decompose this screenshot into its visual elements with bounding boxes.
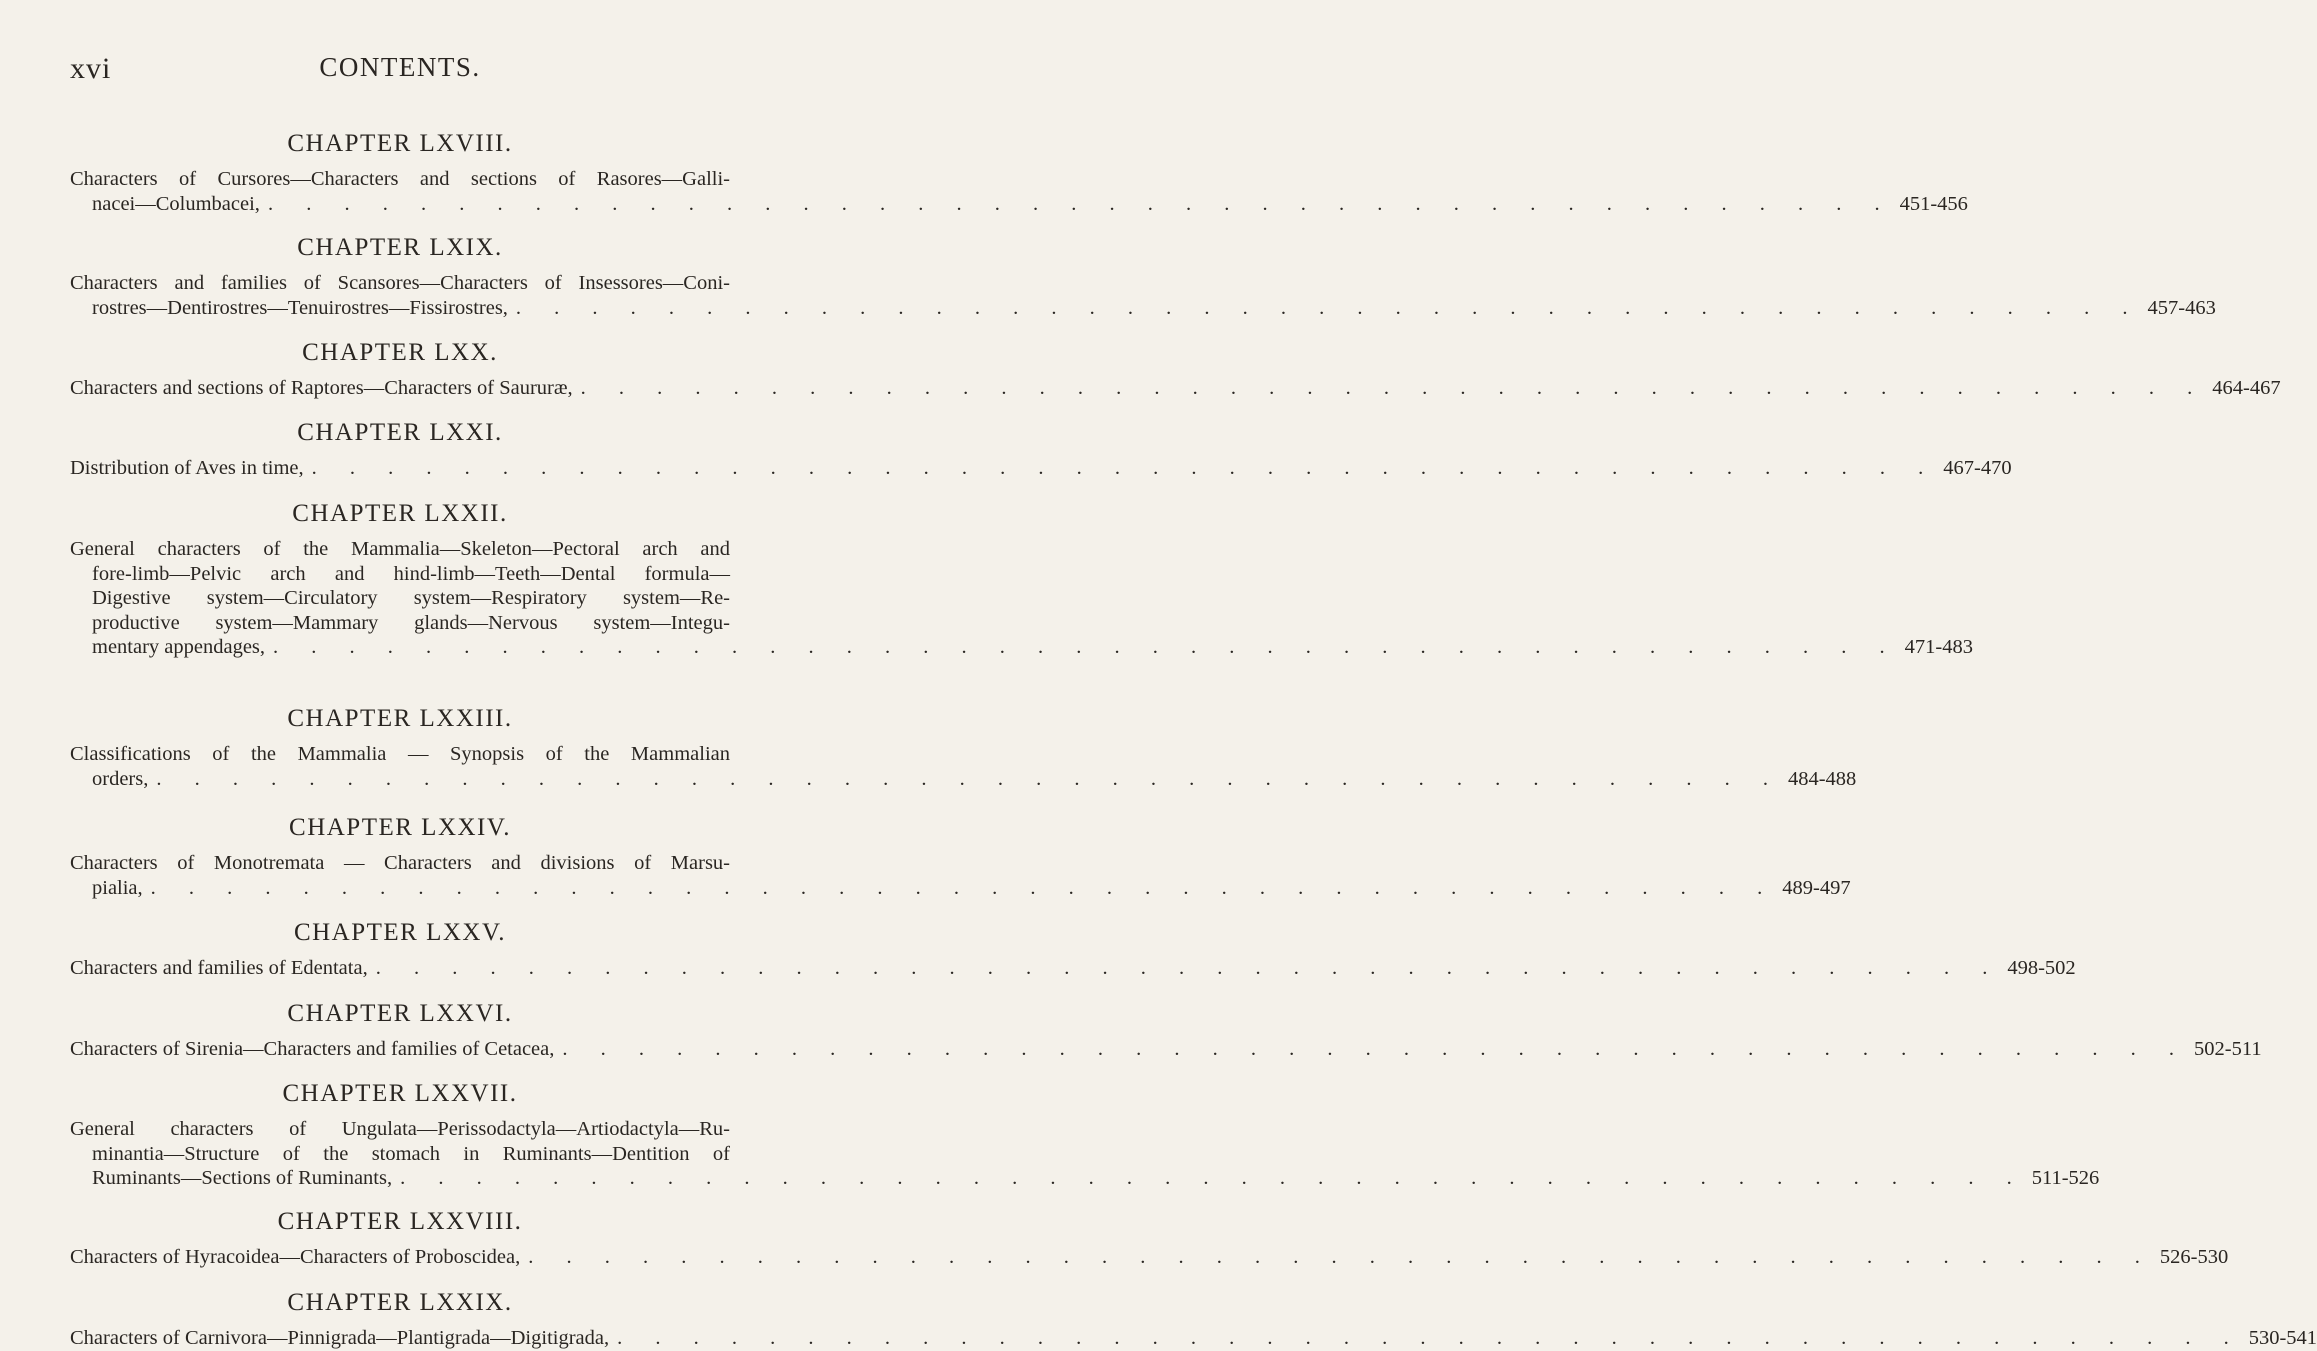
page-title: CONTENTS.	[319, 52, 481, 82]
chapter-entry	[70, 234, 2216, 320]
chapter-entry	[70, 919, 2076, 981]
chapter-entry-line	[70, 876, 1851, 901]
chapter-heading: CHAPTER LXXIII.	[287, 705, 513, 732]
page-range: 451-456	[1899, 192, 1968, 215]
chapter-summary-line: General characters of the Mammalia—Skeleton—Pectoral arch and	[70, 538, 730, 560]
chapter-summary-last-line: mentary appendages,	[92, 636, 266, 658]
chapter-summary-last-line: pialia,	[92, 876, 143, 899]
chapter-summary-last-line: nacei—Columbacei,	[92, 192, 260, 215]
chapter-entry	[70, 339, 2281, 401]
chapter-heading: CHAPTER LXXV.	[293, 919, 507, 946]
dot-leader: . . . . . . . . . . . . . . . . . . . . . . . . . . . . . . . . . . . . . . . . . . .	[156, 767, 1782, 790]
chapter-heading: CHAPTER LXXVI.	[287, 1000, 513, 1027]
chapter-summary-line: minantia—Structure of the stomach in Ruminants—Dentition of	[92, 1142, 730, 1165]
chapter-summary-last-line: Characters and sections of Raptores—Characters of Saururæ,	[70, 377, 573, 399]
chapter-entry	[70, 130, 1968, 216]
chapter-summary-last-line: Characters and families of Edentata,	[70, 957, 368, 979]
chapter-summary-last-line: Characters of Carnivora—Pinnigrada—Plantigrada—Digitigrada,	[70, 1327, 610, 1349]
page-range: 511-526	[2031, 1167, 2100, 1189]
chapter-summary-line: fore-limb—Pelvic arch and hind-limb—Teeth—Dental formula—	[92, 562, 730, 585]
chapter-entry-line	[70, 1166, 2100, 1191]
chapter-entry-line	[70, 1326, 2317, 1351]
page-range: 526-530	[2159, 1246, 2229, 1268]
chapter-heading: CHAPTER LXVIII.	[287, 130, 513, 157]
dot-leader: . . . . . . . . . . . . . . . . . . . . . . . . . . . . . . . . . . . . . . . . . . .	[400, 1167, 2026, 1189]
dot-leader: . . . . . . . . . . . . . . . . . . . . . . . . . . . . . . . . . . . . . . . . . . .	[267, 192, 1894, 215]
dot-leader: . . . . . . . . . . . . . . . . . . . . . . . . . . . . . . . . . . . . . . . . . . .	[273, 636, 1899, 658]
chapter-summary-line: Digestive system—Circulatory system—Respiratory system—Re-	[92, 587, 730, 609]
page-range: 471-483	[1904, 636, 1973, 658]
dot-leader: . . . . . . . . . . . . . . . . . . . . . . . . . . . . . . . . . . . . . . . . . . .	[580, 377, 2207, 399]
chapter-entry	[70, 705, 1857, 791]
chapter-entry-line	[70, 456, 2012, 481]
page-range: 467-470	[1943, 457, 2012, 479]
chapter-entry	[70, 814, 1851, 900]
chapter-entry-line	[70, 192, 1968, 217]
chapter-entry	[70, 500, 1973, 660]
chapter-entry	[70, 1000, 2262, 1062]
chapter-entry-line	[70, 1037, 2262, 1062]
chapter-heading: CHAPTER LXXVIII.	[277, 1208, 523, 1235]
chapter-heading: CHAPTER LXXVII.	[282, 1080, 518, 1107]
chapter-entry-line	[70, 956, 2076, 981]
page-range: 498-502	[2007, 957, 2076, 979]
page-range: 464-467	[2212, 377, 2281, 399]
chapter-summary-line: Characters and families of Scansores—Characters of Insessores—Coni-	[70, 272, 730, 294]
page-range: 530-541	[2248, 1327, 2317, 1349]
dot-leader: . . . . . . . . . . . . . . . . . . . . . . . . . . . . . . . . . . . . . . . . . . .	[528, 1246, 2154, 1268]
chapter-entry	[70, 1208, 2229, 1270]
chapter-entry-line	[70, 767, 1857, 792]
chapter-summary-last-line: orders,	[92, 767, 149, 790]
dot-leader: . . . . . . . . . . . . . . . . . . . . . . . . . . . . . . . . . . . . . . . . . . .	[375, 957, 2002, 979]
chapter-summary-last-line: rostres—Dentirostres—Tenuirostres—Fissirostres,	[92, 296, 508, 319]
chapter-summary-line: productive system—Mammary glands—Nervous system—Integu-	[92, 611, 730, 634]
dot-leader: . . . . . . . . . . . . . . . . . . . . . . . . . . . . . . . . . . . . . . . . . . .	[150, 876, 1777, 899]
chapter-summary-line: Characters of Cursores—Characters and sections of Rasores—Galli-	[70, 168, 730, 190]
page-range: 457-463	[2147, 296, 2216, 319]
chapter-entry	[70, 1080, 2100, 1191]
page-number: xvi	[70, 52, 112, 85]
chapter-summary-line: Classifications of the Mammalia — Synopsis of the Mammalian	[70, 743, 730, 765]
dot-leader: . . . . . . . . . . . . . . . . . . . . . . . . . . . . . . . . . . . . . . . . . . .	[562, 1038, 2189, 1060]
chapter-summary-last-line: Distribution of Aves in time,	[70, 457, 304, 479]
chapter-summary-line: Characters of Monotremata — Characters and divisions of Marsu-	[70, 852, 730, 874]
chapter-entry-line	[70, 635, 1973, 660]
page-range: 489-497	[1782, 876, 1851, 899]
chapter-heading: CHAPTER LXXI.	[297, 419, 503, 446]
chapter-heading: CHAPTER LXXIX.	[287, 1289, 513, 1316]
chapter-heading: CHAPTER LXXII.	[292, 500, 508, 527]
chapter-entry-line	[70, 1245, 2229, 1270]
chapter-heading: CHAPTER LXX.	[302, 339, 498, 366]
dot-leader: . . . . . . . . . . . . . . . . . . . . . . . . . . . . . . . . . . . . . . . . . . .	[515, 296, 2142, 319]
chapter-entry	[70, 419, 2012, 481]
chapter-summary-last-line: Characters of Hyracoidea—Characters of Proboscidea,	[70, 1246, 521, 1268]
dot-leader: . . . . . . . . . . . . . . . . . . . . . . . . . . . . . . . . . . . . . . . . . . .	[617, 1327, 2243, 1349]
chapter-summary-last-line: Ruminants—Sections of Ruminants,	[92, 1167, 393, 1189]
chapter-summary-line: General characters of Ungulata—Perissodactyla—Artiodactyla—Ru-	[70, 1118, 730, 1140]
chapter-summary-last-line: Characters of Sirenia—Characters and families of Cetacea,	[70, 1038, 555, 1060]
page-range: 484-488	[1787, 767, 1857, 790]
page-range: 502-511	[2194, 1038, 2262, 1060]
running-head	[70, 52, 730, 86]
chapter-entry-line	[70, 296, 2216, 321]
chapter-heading: CHAPTER LXXIV.	[289, 814, 511, 841]
dot-leader: . . . . . . . . . . . . . . . . . . . . . . . . . . . . . . . . . . . . . . . . . . .	[311, 457, 1938, 479]
chapter-entry-line	[70, 376, 2281, 401]
chapter-entry	[70, 1289, 2317, 1351]
chapter-heading: CHAPTER LXIX.	[297, 234, 503, 261]
